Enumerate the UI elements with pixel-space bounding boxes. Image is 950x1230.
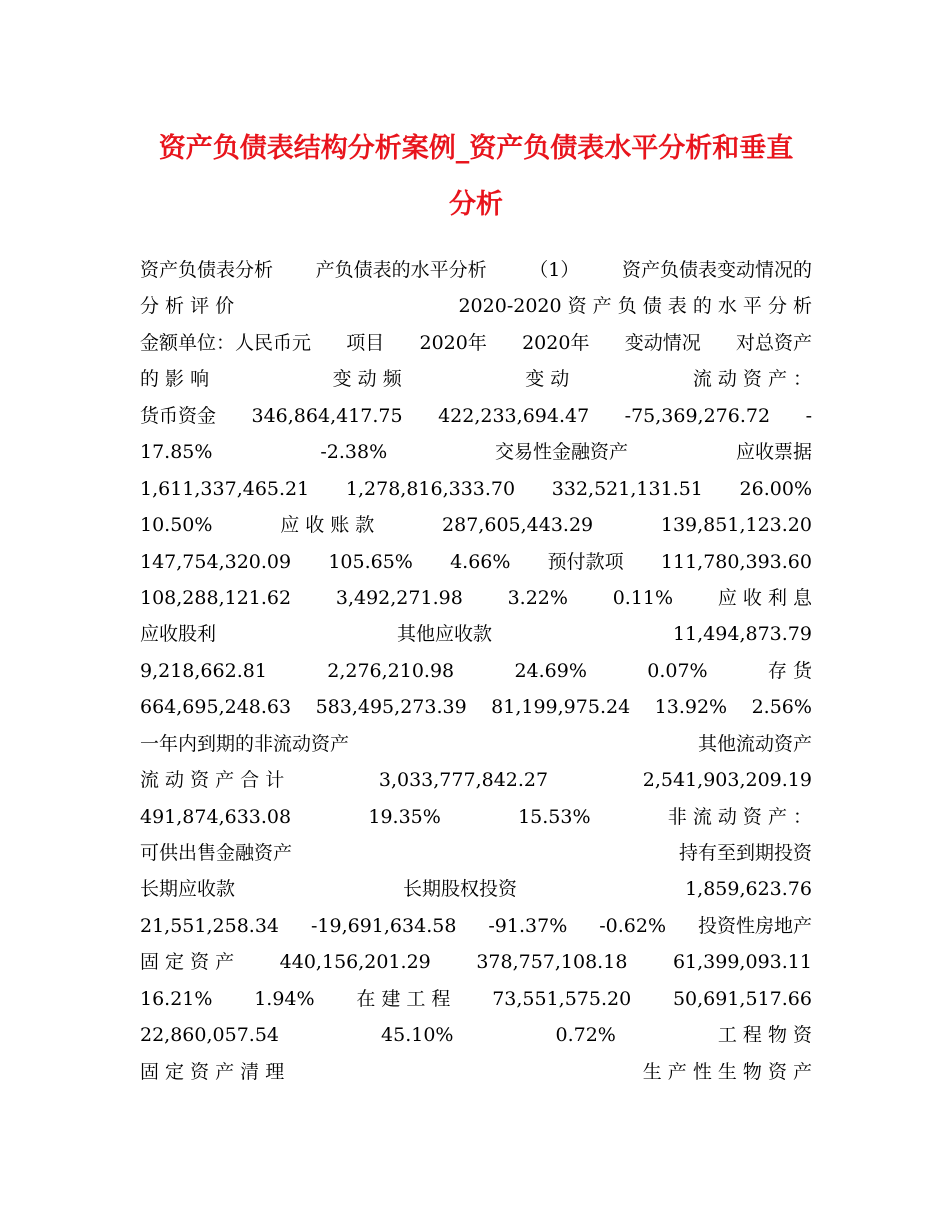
text-line: [140, 689, 812, 725]
text-segment: 工 程 物 资: [717, 1024, 812, 1047]
text-segment: 固 定 资 产: [140, 951, 235, 974]
text-line: [140, 835, 812, 871]
text-line: [140, 471, 812, 507]
text-segment: 108,288,121.62: [140, 586, 292, 609]
text-segment: 其他流动资产: [697, 732, 812, 755]
text-segment: 111,780,393.60: [660, 550, 812, 573]
text-segment: 11,494,873.79: [672, 623, 812, 646]
text-line: [140, 325, 812, 361]
text-line: [140, 580, 812, 616]
text-segment: 可供出售金融资产: [140, 842, 293, 864]
text-segment: 50,691,517.66: [672, 987, 812, 1010]
text-segment: 1.94%: [254, 987, 315, 1010]
text-segment: 139,851,123.20: [660, 514, 812, 537]
text-segment: 一年内到期的非流动资产: [140, 732, 350, 755]
text-segment: 21,551,258.34: [140, 914, 280, 937]
text-segment: 287,605,443.29: [442, 514, 594, 537]
text-segment: 交易性金融资产: [495, 441, 629, 464]
text-segment: 2020年: [522, 331, 590, 354]
text-segment: 13.92%: [654, 696, 728, 719]
text-segment: 15.53%: [518, 805, 591, 828]
text-segment: 2.56%: [751, 696, 812, 719]
text-line: [140, 908, 812, 944]
text-segment: 16.21%: [140, 987, 213, 1010]
text-segment: -0.62%: [599, 914, 667, 937]
text-segment: 17.85%: [140, 441, 213, 464]
text-segment: 变 动: [525, 368, 570, 391]
text-segment: 流 动 资 产 ：: [692, 368, 812, 391]
text-segment: 生 产 性 生 物 资 产: [642, 1060, 812, 1083]
text-segment: 2020-2020 资 产 负 债 表 的 水 平 分 析: [458, 295, 812, 318]
text-segment: 0.07%: [647, 659, 708, 682]
text-segment: 22,860,057.54: [140, 1024, 280, 1047]
text-segment: 10.50%: [140, 514, 213, 537]
text-line: [140, 398, 812, 434]
text-segment: 664,695,248.63: [140, 696, 292, 719]
text-line: [140, 799, 812, 835]
text-segment: 1,611,337,465.21: [140, 477, 310, 500]
text-segment: 非 流 动 资 产 ：: [667, 805, 812, 828]
text-line: [140, 288, 812, 324]
text-segment: 在 建 工 程: [356, 987, 451, 1010]
text-line: [140, 616, 812, 652]
text-segment: 应 收 账 款: [280, 514, 375, 537]
text-line: [140, 944, 812, 980]
text-segment: 61,399,093.11: [672, 951, 812, 974]
text-segment: 45.10%: [381, 1024, 454, 1047]
text-line: [140, 871, 812, 907]
text-segment: 73,551,575.20: [492, 987, 632, 1010]
text-segment: 资产负债表分析: [140, 259, 274, 281]
text-segment: 长期股权投资: [403, 878, 518, 901]
text-segment: 491,874,633.08: [140, 805, 292, 828]
text-segment: 对总资产: [735, 331, 812, 354]
text-segment: 资产负债表变动情况的: [621, 259, 812, 281]
text-segment: -75,369,276.72: [624, 404, 771, 427]
text-segment: 422,233,694.47: [438, 404, 590, 427]
text-segment: 分 析 评 价: [140, 295, 235, 318]
text-line: [140, 726, 812, 762]
text-line: [140, 1054, 812, 1090]
title-line-2: 分析: [449, 189, 503, 220]
text-segment: 3,492,271.98: [335, 586, 463, 609]
text-segment: 2,541,903,209.19: [642, 769, 812, 792]
text-line: [140, 1017, 812, 1053]
text-line: [140, 507, 812, 543]
text-segment: 存 货: [767, 659, 812, 682]
text-segment: 长期应收款: [140, 878, 236, 901]
text-line: [140, 361, 812, 397]
text-segment: 105.65%: [328, 550, 413, 573]
text-line: [140, 653, 812, 689]
text-segment: 变 动 频: [332, 368, 402, 391]
text-line: [140, 544, 812, 580]
text-segment: 1,278,816,333.70: [345, 477, 516, 500]
body-text: [140, 252, 812, 1090]
document-title: [140, 121, 812, 233]
text-segment: 3,033,777,842.27: [378, 769, 549, 792]
text-segment: 147,754,320.09: [140, 550, 292, 573]
text-segment: 2,276,210.98: [327, 659, 455, 682]
text-segment: -19,691,634.58: [310, 914, 457, 937]
text-segment: （1）: [529, 259, 580, 281]
text-segment: 0.11%: [612, 586, 674, 609]
text-segment: 346,864,417.75: [251, 404, 403, 427]
text-segment: 应收票据: [735, 441, 812, 464]
text-segment: 4.66%: [450, 550, 511, 573]
text-segment: -91.37%: [488, 914, 568, 937]
text-segment: 项目: [346, 331, 385, 354]
text-segment: 持有至到期投资: [678, 842, 812, 864]
text-segment: 9,218,662.81: [140, 659, 267, 682]
text-segment: 0.72%: [555, 1024, 616, 1047]
text-segment: 1,859,623.76: [685, 878, 812, 901]
text-segment: 19.35%: [368, 805, 441, 828]
text-segment: 81,199,975.24: [491, 696, 631, 719]
text-segment: -: [805, 404, 812, 427]
text-segment: -2.38%: [320, 441, 388, 464]
text-line: [140, 434, 812, 470]
text-segment: 332,521,131.51: [551, 477, 703, 500]
text-segment: 378,757,108.18: [476, 951, 628, 974]
text-segment: 投资性房地产: [697, 914, 812, 937]
text-segment: 583,495,273.39: [315, 696, 467, 719]
text-segment: 24.69%: [514, 659, 587, 682]
text-line: [140, 252, 812, 288]
text-segment: 金额单位：人民币元: [140, 331, 312, 354]
text-segment: 应 收 利 息: [717, 586, 812, 609]
text-segment: 货币资金: [140, 404, 217, 427]
text-segment: 的 影 响: [140, 368, 210, 391]
text-line: [140, 981, 812, 1017]
text-segment: 固 定 资 产 清 理: [140, 1060, 285, 1083]
text-segment: 其他应收款: [396, 623, 492, 646]
text-segment: 产负债表的水平分析: [315, 259, 487, 281]
title-line-1: 资产负债表结构分析案例_资产负债表水平分析和垂直: [158, 133, 794, 164]
text-line: [140, 762, 812, 798]
text-segment: 2020年: [419, 331, 487, 354]
text-segment: 预付款项: [547, 550, 624, 573]
text-segment: 应收股利: [140, 623, 217, 646]
text-segment: 变动情况: [624, 331, 701, 354]
text-segment: 流 动 资 产 合 计: [140, 769, 285, 792]
text-segment: 3.22%: [507, 586, 568, 609]
text-segment: 440,156,201.29: [279, 951, 431, 974]
text-segment: 26.00%: [739, 477, 812, 500]
